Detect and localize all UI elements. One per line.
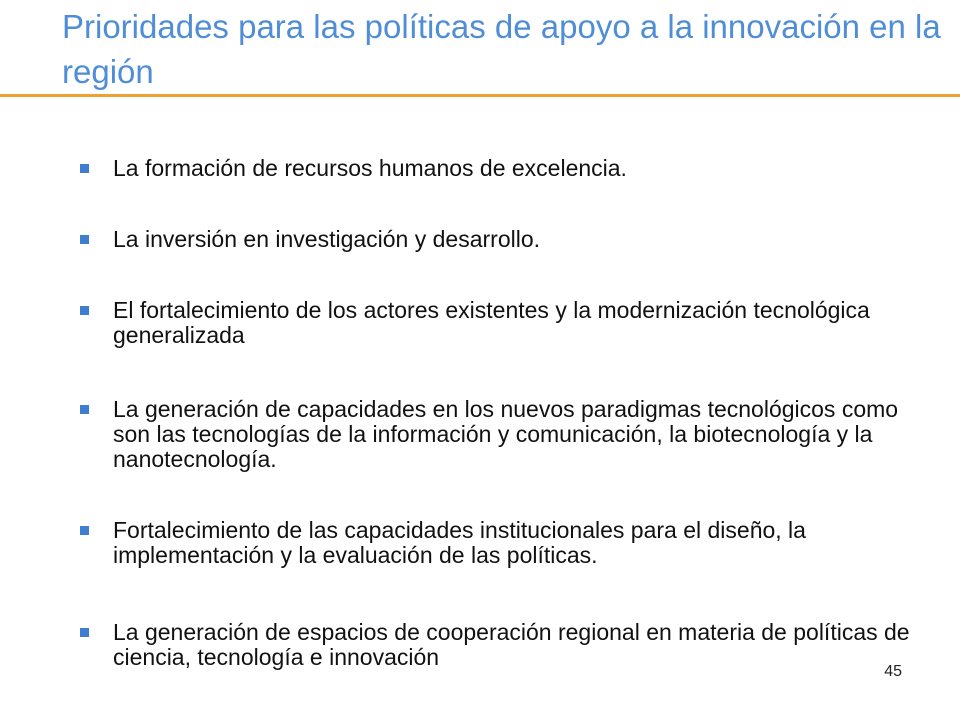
square-bullet-icon xyxy=(80,306,89,315)
list-item xyxy=(80,397,920,472)
list-item xyxy=(80,620,920,670)
list-item-text: Fortalecimiento de las capacidades institucionales para el diseño, la implementación y la evaluación de las políticas. xyxy=(113,517,806,568)
square-bullet-icon xyxy=(80,628,89,637)
square-bullet-icon xyxy=(80,405,89,414)
list-item-text: La generación de capacidades en los nuevos paradigmas tecnológicos como son las tecnologías de la información y comunicación, la biotecnología y la nanotecnología. xyxy=(113,396,899,472)
square-bullet-icon xyxy=(80,164,89,173)
list-item-text: El fortalecimiento de los actores existentes y la modernización tecnológica generalizada xyxy=(113,297,870,348)
list-item xyxy=(80,156,920,181)
list-item xyxy=(80,298,920,348)
square-bullet-icon xyxy=(80,235,89,244)
square-bullet-icon xyxy=(80,526,89,535)
list-item-text: La generación de espacios de cooperación regional en materia de políticas de ciencia, tecnología e innovación xyxy=(113,619,910,670)
list-item-text: La inversión en investigación y desarrollo. xyxy=(113,226,541,252)
list-item-text: La formación de recursos humanos de excelencia. xyxy=(113,155,627,181)
list-item xyxy=(80,227,920,252)
page-number: 45 xyxy=(884,663,902,680)
list-item xyxy=(80,518,920,568)
slide-title: Prioridades para las políticas de apoyo a la innovación en la región xyxy=(62,8,941,90)
